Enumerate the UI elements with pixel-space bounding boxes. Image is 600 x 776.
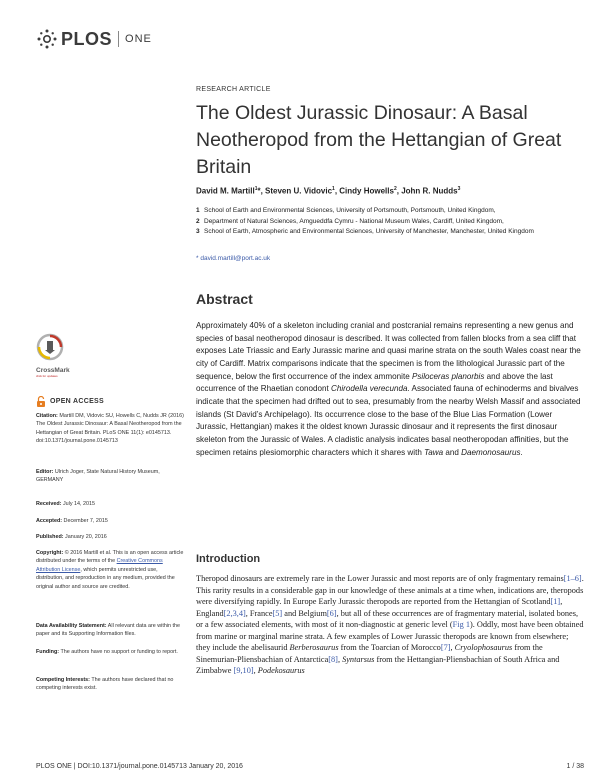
intro-text: from the Sinemurian-Pliensbachian of Antarctica [196,643,543,664]
accepted-block [36,517,184,525]
editor-block [36,468,184,485]
introduction-body [196,573,584,677]
citation-text: Martill DM, Vidovic SU, Howells C, Nudds JR (2016) The Oldest Jurassic Dinosaur: A Basal Neotheropod from the Hettangian of Great Britain. PLoS ONE 11(1): e0145713. doi:10.1371/journal.pone.0145713 [36,413,184,445]
intro-text: , [337,654,343,664]
author-name[interactable]: Steven U. Vidovic [265,186,333,196]
abstract-text: Approximately 40% of a skeleton including cranial and postcranial remains representing a new genus and species of basal neotheropod dinosaur is described. It was collected from fallen blocks from a sea cliff that exposes Late Triassic and Early Jurassic marine and quasi marine strata on the south Wales coast near the city of Cardiff. Matrix comparisons indicate that the specimen is from the lithological Jurassic part of the sequence, below the first occurrence of the index ammonite [196,321,581,381]
competing-interests-text: The authors have declared that no competing interests exist. [36,677,174,692]
reference-link[interactable]: [9,10] [233,666,254,675]
copyright-block [36,549,184,591]
author-separator: , [334,186,340,196]
intro-text: , England [196,597,563,618]
intro-text: from the Hettangian-Pliensbachian of South Africa and Zimbabwe [196,654,560,675]
reference-link[interactable]: [6] [326,608,337,618]
abstract-heading: Abstract [196,291,253,307]
author-name[interactable]: John R. Nudds [401,186,458,196]
reference-link[interactable]: [8] [328,654,338,664]
copyright-text: © 2016 Martill et al. This is an open access article distributed under the terms of the [36,550,184,565]
figure-link[interactable]: Fig 1 [452,620,470,629]
received-block [36,500,184,508]
logo-divider [118,31,119,47]
intro-text: , [450,643,455,652]
data-availability-label: Data Availability Statement: [36,623,107,629]
received-date: July 14, 2015 [61,501,96,507]
open-access-badge [36,396,104,407]
taxon-name: Podekosaurus [257,666,305,675]
license-link[interactable]: Creative Commons Attribution License [36,558,163,573]
page-number: 1 / 38 [566,763,584,770]
plos-dots-icon [36,28,58,50]
author-affiliation-mark: 1 [332,186,335,192]
author-name[interactable]: David M. Martill [196,186,255,196]
author-affiliation-mark: 2 [393,186,397,192]
funding-block [36,648,184,656]
reference-link[interactable]: [1–6] [563,574,582,583]
intro-text: and Belgium [282,608,327,618]
crossmark-sublabel: click for updates [36,374,58,378]
corresponding-email-link[interactable]: * david.martill@port.ac.uk [196,255,271,262]
received-label: Received: [36,501,62,507]
affiliation [196,227,581,238]
introduction-heading: Introduction [196,553,261,565]
affiliation-text: Department of Natural Sciences, Amgueddfa Cymru - National Museum Wales, Cardiff, United Kingdom, [204,217,504,225]
crossmark-icon [36,333,64,361]
author-separator: *, [257,186,266,196]
taxon-name: Chirodella verecunda [331,384,408,394]
taxon-name: Psiloceras planorbis [411,371,485,381]
taxon-name: Syntarsus [342,654,375,664]
open-lock-icon [36,396,46,407]
intro-text: Theropod dinosaurs are extremely rare in the Lower Jurassic and most reports are of only fragmentary remains [196,574,564,583]
taxon-name: Berberosaurus [289,643,339,652]
author-list [196,186,586,196]
citation-block [36,412,184,446]
intro-text: from the Toarcian of Morocco [338,643,441,652]
funding-label: Funding: [36,649,60,655]
taxon-name: Tawa [424,447,444,457]
affiliation [196,206,581,217]
intro-text: . This rarity results in a considerable gap in our knowledge of these animals at a time when, indications are, theropods were diversifying rapidly. In Europe Early Jurassic theropods are reported from the Hettangian of Scotland [196,574,584,606]
accepted-label: Accepted: [36,518,63,524]
crossmark-badge[interactable] [36,333,76,385]
affiliation [196,217,581,228]
published-label: Published: [36,534,64,540]
affiliations [196,206,581,238]
taxon-name: Cryolophosaurus [454,643,513,652]
affiliation-number: 1 [196,207,200,214]
funding-text: The authors have no support or funding to report. [59,649,178,655]
reference-link[interactable]: [7] [440,643,451,652]
intro-text: , [253,666,258,675]
footer-citation: PLOS ONE | DOI:10.1371/journal.pone.0145713 January 20, 2016 [36,763,243,770]
abstract-body [196,320,584,459]
abstract-text: . [520,447,523,457]
reference-link[interactable]: [5] [272,608,283,618]
author-separator: , [396,186,402,196]
accepted-date: December 7, 2015 [62,518,108,524]
crossmark-label: CrossMark [36,367,70,374]
citation-label: Citation: [36,413,58,419]
intro-text: ). Oddly, most have been obtained from marine or marginal marine strata. A few examples of Lower Jurassic theropods are known from elsewhere; they include the abelisaurid [196,620,584,652]
affiliation-text: School of Earth, Atmospheric and Environmental Sciences, University of Manchester, Manchester, United Kingdom [204,228,534,235]
abstract-text: and [443,447,462,457]
abstract-text: and above the last occurrence of the Rhaetian conodont [196,371,553,394]
open-access-label: OPEN ACCESS [50,398,104,405]
competing-interests-block [36,676,184,693]
competing-interests-label: Competing Interests: [36,677,90,683]
data-availability-text: All relevant data are within the paper and its Supporting Information files. [36,623,181,638]
editor-label: Editor: [36,469,54,475]
affiliation-text: School of Earth and Environmental Sciences, University of Portsmouth, Portsmouth, United Kingdom, [204,207,496,214]
article-title: The Oldest Jurassic Dinosaur: A Basal Neotheropod from the Hettangian of Great Britain [196,102,562,178]
copyright-label: Copyright: [36,550,64,556]
editor-text: Ulrich Joger, State Natural History Museum, GERMANY [36,469,160,484]
reference-link[interactable]: [1] [550,597,561,606]
copyright-text-rest: , which permits unrestricted use, distribution, and reproduction in any medium, provided the original author and source are credited. [36,566,175,590]
published-block [36,533,184,541]
author-affiliation-mark: 1 [254,186,258,192]
journal-logo [36,28,176,50]
intro-text: , but all of these occurrences are of fragmentary material, isolated bones, or a few associated elements, with most of it non-diagnostic at generic level ( [196,608,579,629]
logo-brand: PLOS [61,28,113,49]
reference-link[interactable]: [2,3,4] [223,608,246,618]
article-type: RESEARCH ARTICLE [196,86,271,93]
published-date: January 20, 2016 [63,534,107,540]
affiliation-number: 2 [196,217,200,225]
affiliation-number: 3 [196,228,200,235]
author-name[interactable]: Cindy Howells [339,186,394,196]
logo-journal: ONE [125,33,152,45]
intro-text: , France [245,608,273,618]
abstract-text: . Associated fauna of echinoderms and bivalves indicate that the specimen had drifted out to sea, presumably from the nearby Welsh Massif and associated islands (St David’s Archipelago). Its occurrence close to the base of the Blue Lias Formation (Lower Jurassic, Hettangian) makes it the oldest known Jurassic dinosaur and it represents the first dinosaur skeleton from the Jurassic of Wales. A cladistic analysis indicates basal neotheropodan affinities, but the specimen retains plesiomorphic characters which it shares with [196,384,581,457]
taxon-name: Daemonosaurus [461,447,521,457]
data-availability-block [36,622,184,639]
author-affiliation-mark: 3 [457,186,461,192]
